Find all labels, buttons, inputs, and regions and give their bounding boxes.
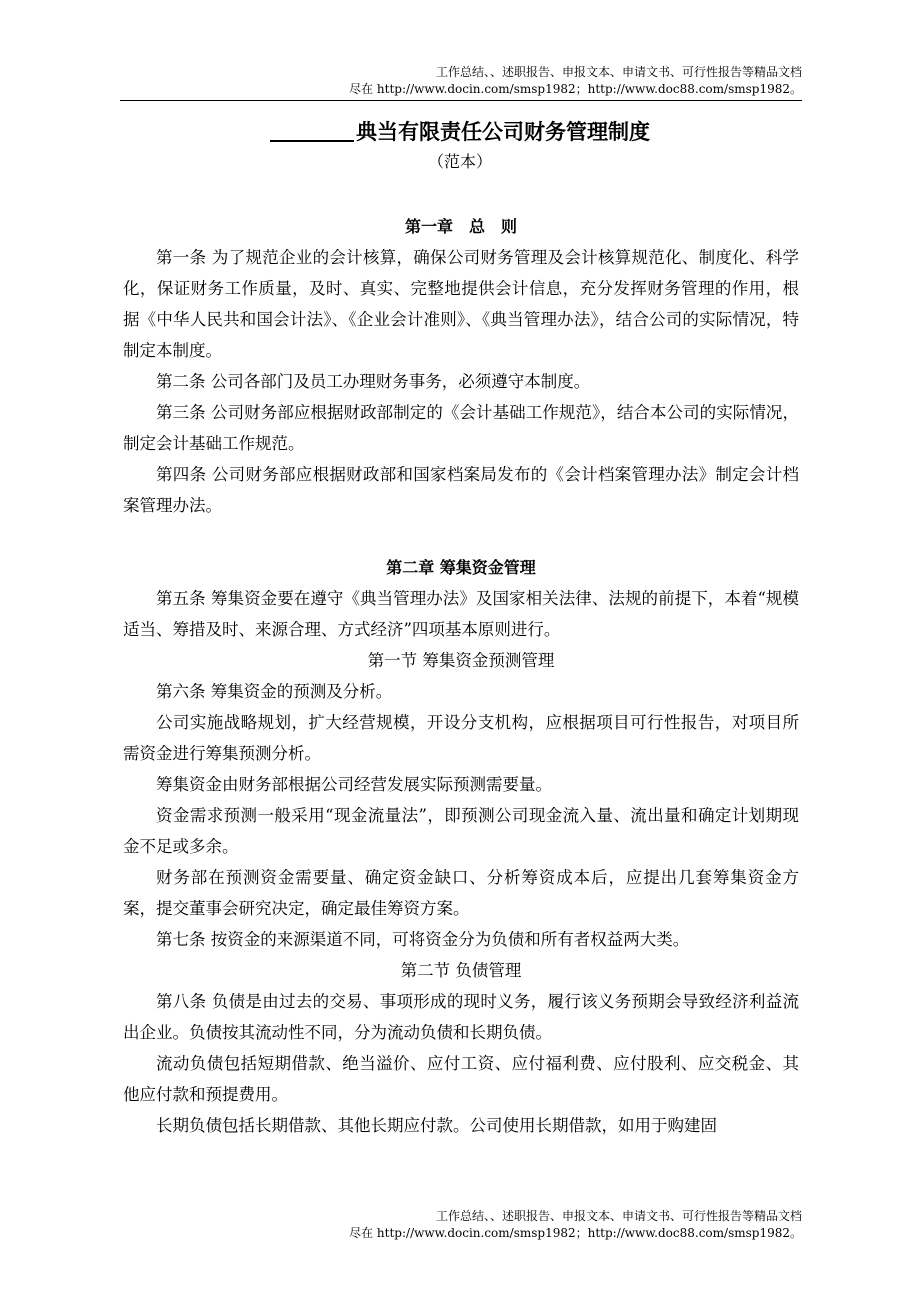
header-line-2: 尽在 http://www.docin.com/smsp1982；http://www.doc88.com/smsp1982。 (349, 82, 802, 96)
article-5: 第五条 筹集资金要在遵守《典当管理办法》及国家相关法律、法规的前提下，本着“规模适当、筹措及时、来源合理、方式经济”四项基本原则进行。 (123, 589, 799, 639)
paragraph: 筹集资金由财务部根据公司经营发展实际预测需要量。 (156, 775, 552, 794)
section-2-heading: 第二节 负债管理 (400, 961, 522, 980)
section-1-heading: 第一节 筹集资金预测管理 (367, 651, 555, 670)
paragraph: 财务部在预测资金需要量、确定资金缺口、分析筹资成本后，应提出几套筹集资金方案，提交董事会研究决定，确定最佳筹资方案。 (123, 868, 799, 918)
document-title (0, 116, 920, 146)
paragraph: 长期负债包括长期借款、其他长期应付款。公司使用长期借款，如用于购建固 (156, 1116, 717, 1135)
paragraph: 流动负债包括短期借款、绝当溢价、应付工资、应付福利费、应付股利、应交税金、其他应付款和预提费用。 (123, 1054, 799, 1104)
article-6: 第六条 筹集资金的预测及分析。 (156, 682, 393, 701)
header-line-1: 工作总结、、述职报告、申报文本、申请文书、可行性报告等精品文档 (435, 65, 802, 79)
article-4: 第四条 公司财务部应根据财政部和国家档案局发布的《会计档案管理办法》制定会计档案管理办法。 (123, 465, 799, 515)
document-body (123, 211, 799, 1141)
title-text: 典当有限责任公司财务管理制度 (356, 120, 650, 144)
footer-line-1: 工作总结、、述职报告、申报文本、申请文书、可行性报告等精品文档 (435, 1209, 802, 1223)
article-3: 第三条 公司财务部应根据财政部制定的《会计基础工作规范》，结合本公司的实际情况，制定会计基础工作规范。 (123, 403, 799, 453)
spacer (123, 521, 799, 552)
chapter-1-heading: 第一章 总 则 (404, 217, 517, 236)
document-subtitle: （范本） (427, 152, 492, 171)
paragraph: 资金需求预测一般采用“现金流量法”，即预测公司现金流入量、流出量和确定计划期现金不足或多余。 (123, 806, 799, 856)
article-7: 第七条 按资金的来源渠道不同，可将资金分为负债和所有者权益两大类。 (156, 930, 690, 949)
page-header (120, 64, 802, 101)
chapter-2-heading: 第二章 筹集资金管理 (386, 558, 536, 577)
title-blank-line (270, 118, 354, 142)
article-8: 第八条 负债是由过去的交易、事项形成的现时义务，履行该义务预期会导致经济利益流出企业。负债按其流动性不同，分为流动负债和长期负债。 (123, 992, 799, 1042)
page-footer (120, 1208, 802, 1242)
article-1: 第一条 为了规范企业的会计核算，确保公司财务管理及会计核算规范化、制度化、科学化，保证财务工作质量，及时、真实、完整地提供会计信息，充分发挥财务管理的作用，根据《中华人民共和国会计法》、《企业会计准则》、《典当管理办法》，结合公司的实际情况，特制定本制度。 (123, 248, 799, 360)
footer-line-2: 尽在 http://www.docin.com/smsp1982；http://www.doc88.com/smsp1982。 (349, 1226, 802, 1240)
paragraph: 公司实施战略规划，扩大经营规模，开设分支机构，应根据项目可行性报告，对项目所需资金进行筹集预测分析。 (123, 713, 799, 763)
article-2: 第二条 公司各部门及员工办理财务事务，必须遵守本制度。 (156, 372, 591, 391)
